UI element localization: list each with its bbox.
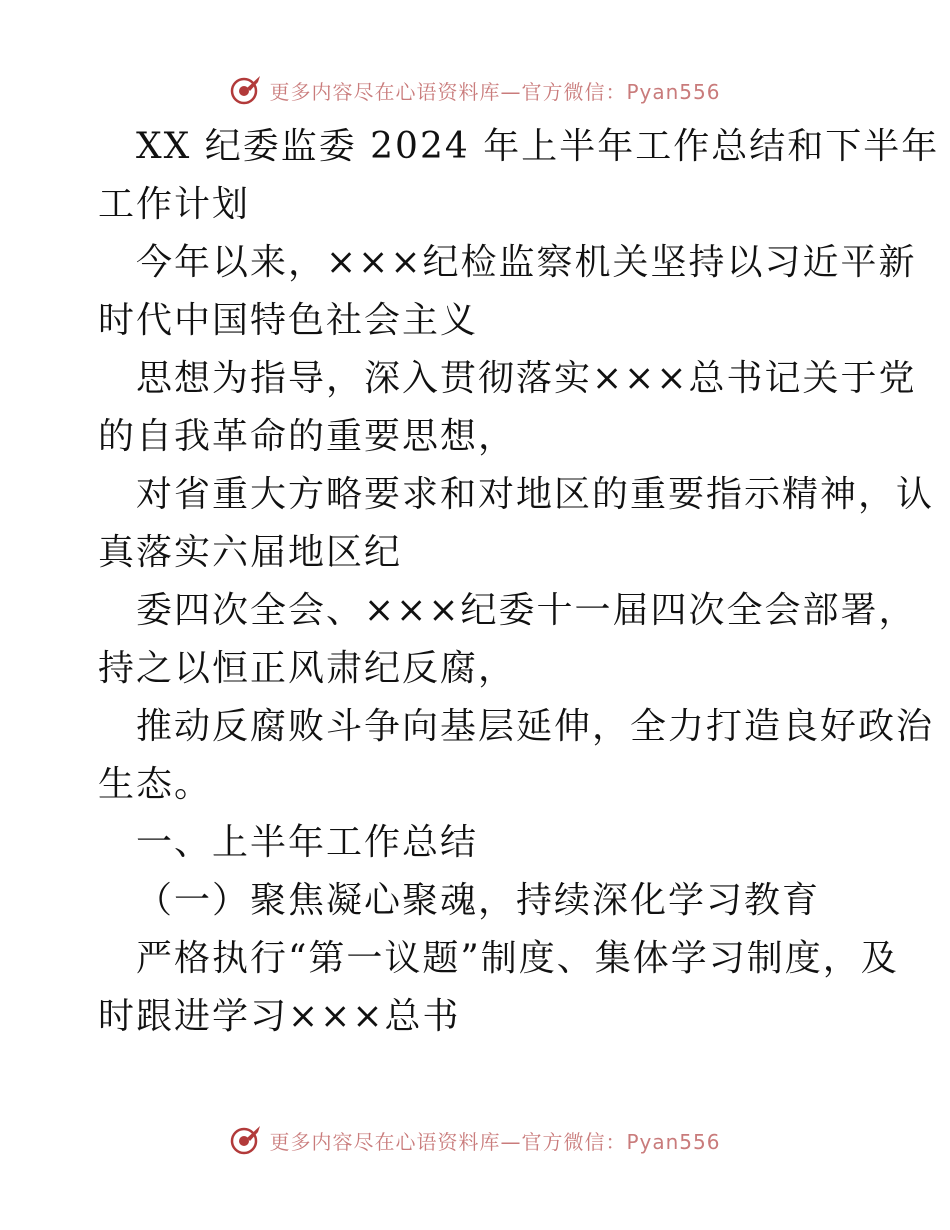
paragraph-line: 时代中国特色社会主义 [98,300,479,341]
subsection-heading: （一）聚焦凝心聚魂，持续深化学习教育 [136,880,821,921]
paragraph-line: 思想为指导，深入贯彻落实×××总书记关于党 [136,358,917,399]
header-watermark [0,70,950,110]
paragraph-line: 委四次全会、×××纪委十一届四次全会部署， [136,590,917,631]
quill-pen-seal-icon [229,73,263,107]
document-body [98,118,940,1046]
paragraph-line: 严格执行“第一议题”制度、集体学习制度，及 [136,938,899,979]
paragraph-line: 对省重大方略要求和对地区的重要指示精神，认 [136,474,935,515]
quill-pen-seal-icon [229,1123,263,1157]
paragraph-line: 时跟进学习×××总书 [98,996,461,1037]
paragraph-line: 生态。 [98,764,213,805]
watermark-text: 更多内容尽在心语资料库—官方微信：Pyan556 [269,79,721,104]
watermark-text: 更多内容尽在心语资料库—官方微信：Pyan556 [269,1129,721,1154]
paragraph-line: 今年以来，×××纪检监察机关坚持以习近平新 [136,242,917,283]
paragraph-line: 推动反腐败斗争向基层延伸，全力打造良好政治 [136,706,935,747]
section-heading: 一、上半年工作总结 [136,822,479,863]
footer-watermark [0,1120,950,1160]
title-line-2: 工作计划 [98,184,251,225]
paragraph-line: 持之以恒正风肃纪反腐， [98,648,517,689]
paragraph-line: 真落实六届地区纪 [98,532,403,573]
title-line-1: XX 纪委监委 2024 年上半年工作总结和下半年 [136,126,940,167]
paragraph-line: 的自我革命的重要思想， [98,416,517,457]
